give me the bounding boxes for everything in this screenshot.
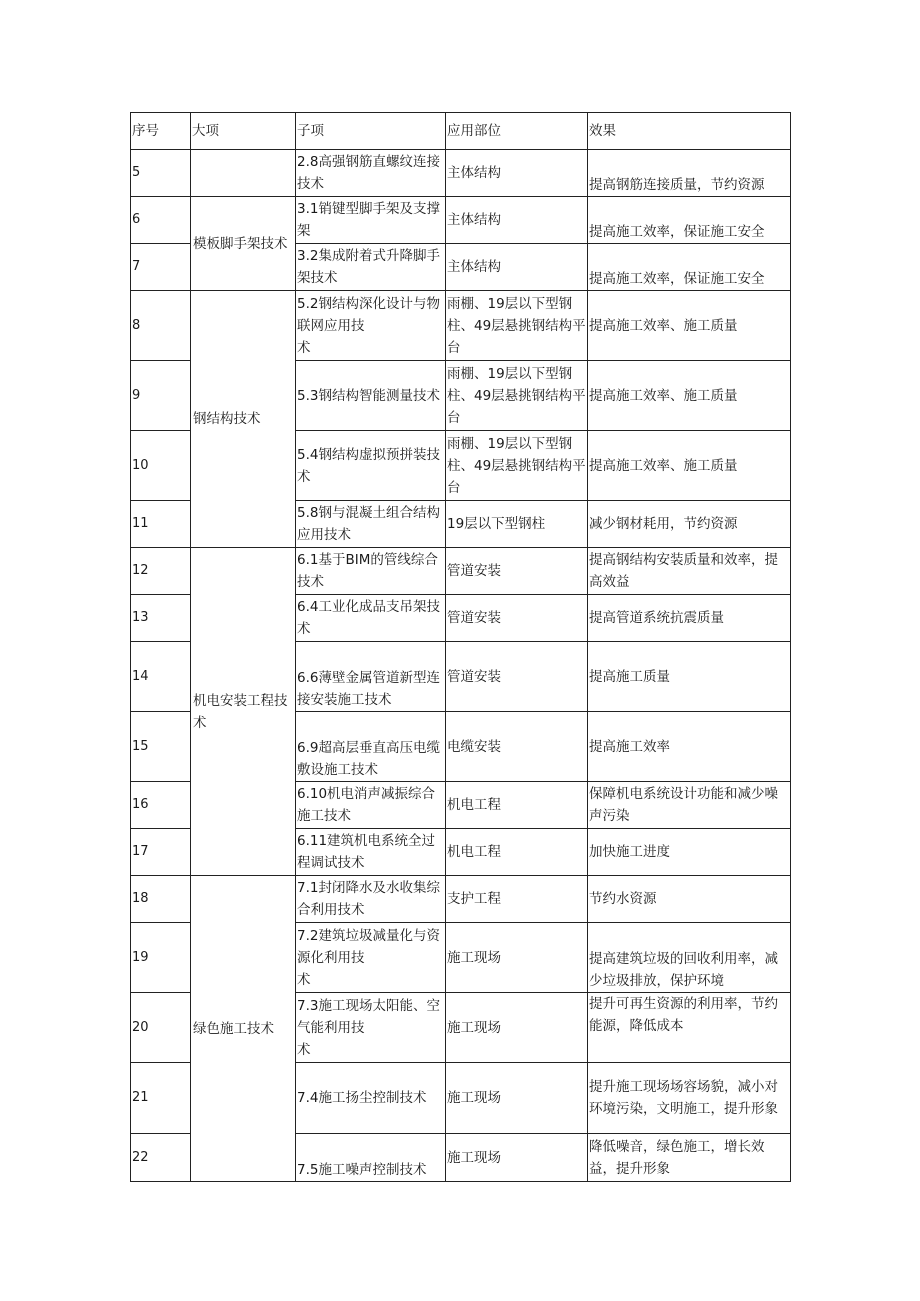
row-location: 雨棚、19层以下型钢柱、49层悬挑钢结构平台 bbox=[446, 291, 588, 361]
row-location: 管道安装 bbox=[446, 595, 588, 642]
group-mep-installation: 机电安装工程技术 bbox=[191, 548, 296, 876]
group-green-construction: 绿色施工技术 bbox=[191, 876, 296, 1182]
row-sub: 3.1销键型脚手架及支撑架 bbox=[296, 197, 446, 244]
row-effect: 提高施工效率、施工质量 bbox=[588, 291, 791, 361]
row-sub: 7.3施工现场太阳能、空气能利用技 术 bbox=[296, 993, 446, 1063]
row-location: 主体结构 bbox=[446, 244, 588, 291]
row-effect: 提高钢筋连接质量，节约资源 bbox=[588, 150, 791, 197]
row-effect: 提高施工效率，保证施工安全 bbox=[588, 197, 791, 244]
row-sub: 7.1封闭降水及水收集综合利用技术 bbox=[296, 876, 446, 923]
row-effect: 提高施工效率、施工质量 bbox=[588, 431, 791, 501]
row-sub: 7.4施工扬尘控制技术 bbox=[296, 1063, 446, 1134]
row-sub: 5.4钢结构虚拟预拼装技术 bbox=[296, 431, 446, 501]
group-formwork-scaffold: 模板脚手架技术 bbox=[191, 197, 296, 291]
row-sub: 6.1基于BIM的管线综合技术 bbox=[296, 548, 446, 595]
row-sub: 2.8高强钢筋直螺纹连接技术 bbox=[296, 150, 446, 197]
row-seq: 9 bbox=[131, 361, 191, 431]
row-location: 19层以下型钢柱 bbox=[446, 501, 588, 548]
row-effect: 提高施工效率 bbox=[588, 712, 791, 782]
row-seq: 16 bbox=[131, 782, 191, 829]
row-sub: 5.2钢结构深化设计与物联网应用技 术 bbox=[296, 291, 446, 361]
row-effect: 提高施工质量 bbox=[588, 642, 791, 712]
group-steel-structure: 钢结构技术 bbox=[191, 291, 296, 548]
row-effect: 提升施工现场场容场貌，减小对环境污染，文明施工，提升形象 bbox=[588, 1063, 791, 1134]
header-row bbox=[131, 113, 791, 150]
header-effect: 效果 bbox=[588, 113, 791, 150]
row-sub: 3.2集成附着式升降脚手架技术 bbox=[296, 244, 446, 291]
row-seq: 17 bbox=[131, 829, 191, 876]
header-sub: 子项 bbox=[296, 113, 446, 150]
table-row bbox=[131, 548, 791, 595]
row-location: 雨棚、19层以下型钢柱、49层悬挑钢结构平台 bbox=[446, 361, 588, 431]
row-effect: 加快施工进度 bbox=[588, 829, 791, 876]
row-sub: 6.6薄壁金属管道新型连接安装施工技术 bbox=[296, 642, 446, 712]
row-seq: 11 bbox=[131, 501, 191, 548]
row-seq: 22 bbox=[131, 1134, 191, 1182]
row-location: 管道安装 bbox=[446, 548, 588, 595]
row-effect: 降低噪音，绿色施工，增长效益，提升形象 bbox=[588, 1134, 791, 1182]
row-sub: 6.11建筑机电系统全过程调试技术 bbox=[296, 829, 446, 876]
row-location: 管道安装 bbox=[446, 642, 588, 712]
row-location: 支护工程 bbox=[446, 876, 588, 923]
row-seq: 20 bbox=[131, 993, 191, 1063]
row-major-empty bbox=[191, 150, 296, 197]
row-seq: 13 bbox=[131, 595, 191, 642]
header-seq: 序号 bbox=[131, 113, 191, 150]
table-row bbox=[131, 150, 791, 197]
row-seq: 5 bbox=[131, 150, 191, 197]
row-sub: 6.10机电消声减振综合施工技术 bbox=[296, 782, 446, 829]
table-row bbox=[131, 291, 791, 361]
row-location: 施工现场 bbox=[446, 923, 588, 993]
row-seq: 21 bbox=[131, 1063, 191, 1134]
row-seq: 19 bbox=[131, 923, 191, 993]
tech-table bbox=[130, 112, 791, 1182]
row-location: 施工现场 bbox=[446, 1134, 588, 1182]
row-seq: 7 bbox=[131, 244, 191, 291]
row-effect: 提高钢结构安装质量和效率，提高效益 bbox=[588, 548, 791, 595]
row-location: 雨棚、19层以下型钢柱、49层悬挑钢结构平台 bbox=[446, 431, 588, 501]
row-location: 电缆安装 bbox=[446, 712, 588, 782]
row-effect: 提高施工效率，保证施工安全 bbox=[588, 244, 791, 291]
row-location: 主体结构 bbox=[446, 197, 588, 244]
row-location: 机电工程 bbox=[446, 829, 588, 876]
row-effect: 提升可再生资源的利用率，节约能源，降低成本 bbox=[588, 993, 791, 1063]
row-seq: 15 bbox=[131, 712, 191, 782]
row-sub: 5.8钢与混凝土组合结构应用技术 bbox=[296, 501, 446, 548]
row-seq: 10 bbox=[131, 431, 191, 501]
header-location: 应用部位 bbox=[446, 113, 588, 150]
row-seq: 12 bbox=[131, 548, 191, 595]
header-major: 大项 bbox=[191, 113, 296, 150]
row-location: 机电工程 bbox=[446, 782, 588, 829]
row-sub: 5.3钢结构智能测量技术 bbox=[296, 361, 446, 431]
row-sub: 6.9超高层垂直高压电缆敷设施工技术 bbox=[296, 712, 446, 782]
row-location: 施工现场 bbox=[446, 1063, 588, 1134]
row-effect: 保障机电系统设计功能和减少噪声污染 bbox=[588, 782, 791, 829]
table-row bbox=[131, 197, 791, 244]
row-effect: 提高施工效率、施工质量 bbox=[588, 361, 791, 431]
row-effect: 减少钢材耗用，节约资源 bbox=[588, 501, 791, 548]
row-location: 主体结构 bbox=[446, 150, 588, 197]
row-seq: 14 bbox=[131, 642, 191, 712]
row-effect: 节约水资源 bbox=[588, 876, 791, 923]
row-seq: 8 bbox=[131, 291, 191, 361]
row-effect: 提高建筑垃圾的回收利用率，减少垃圾排放，保护环境 bbox=[588, 923, 791, 993]
table-row bbox=[131, 876, 791, 923]
row-seq: 18 bbox=[131, 876, 191, 923]
row-effect: 提高管道系统抗震质量 bbox=[588, 595, 791, 642]
row-sub: 7.2建筑垃圾减量化与资源化利用技 术 bbox=[296, 923, 446, 993]
row-location: 施工现场 bbox=[446, 993, 588, 1063]
row-sub: 7.5施工噪声控制技术 bbox=[296, 1134, 446, 1182]
row-seq: 6 bbox=[131, 197, 191, 244]
row-sub: 6.4工业化成品支吊架技术 bbox=[296, 595, 446, 642]
